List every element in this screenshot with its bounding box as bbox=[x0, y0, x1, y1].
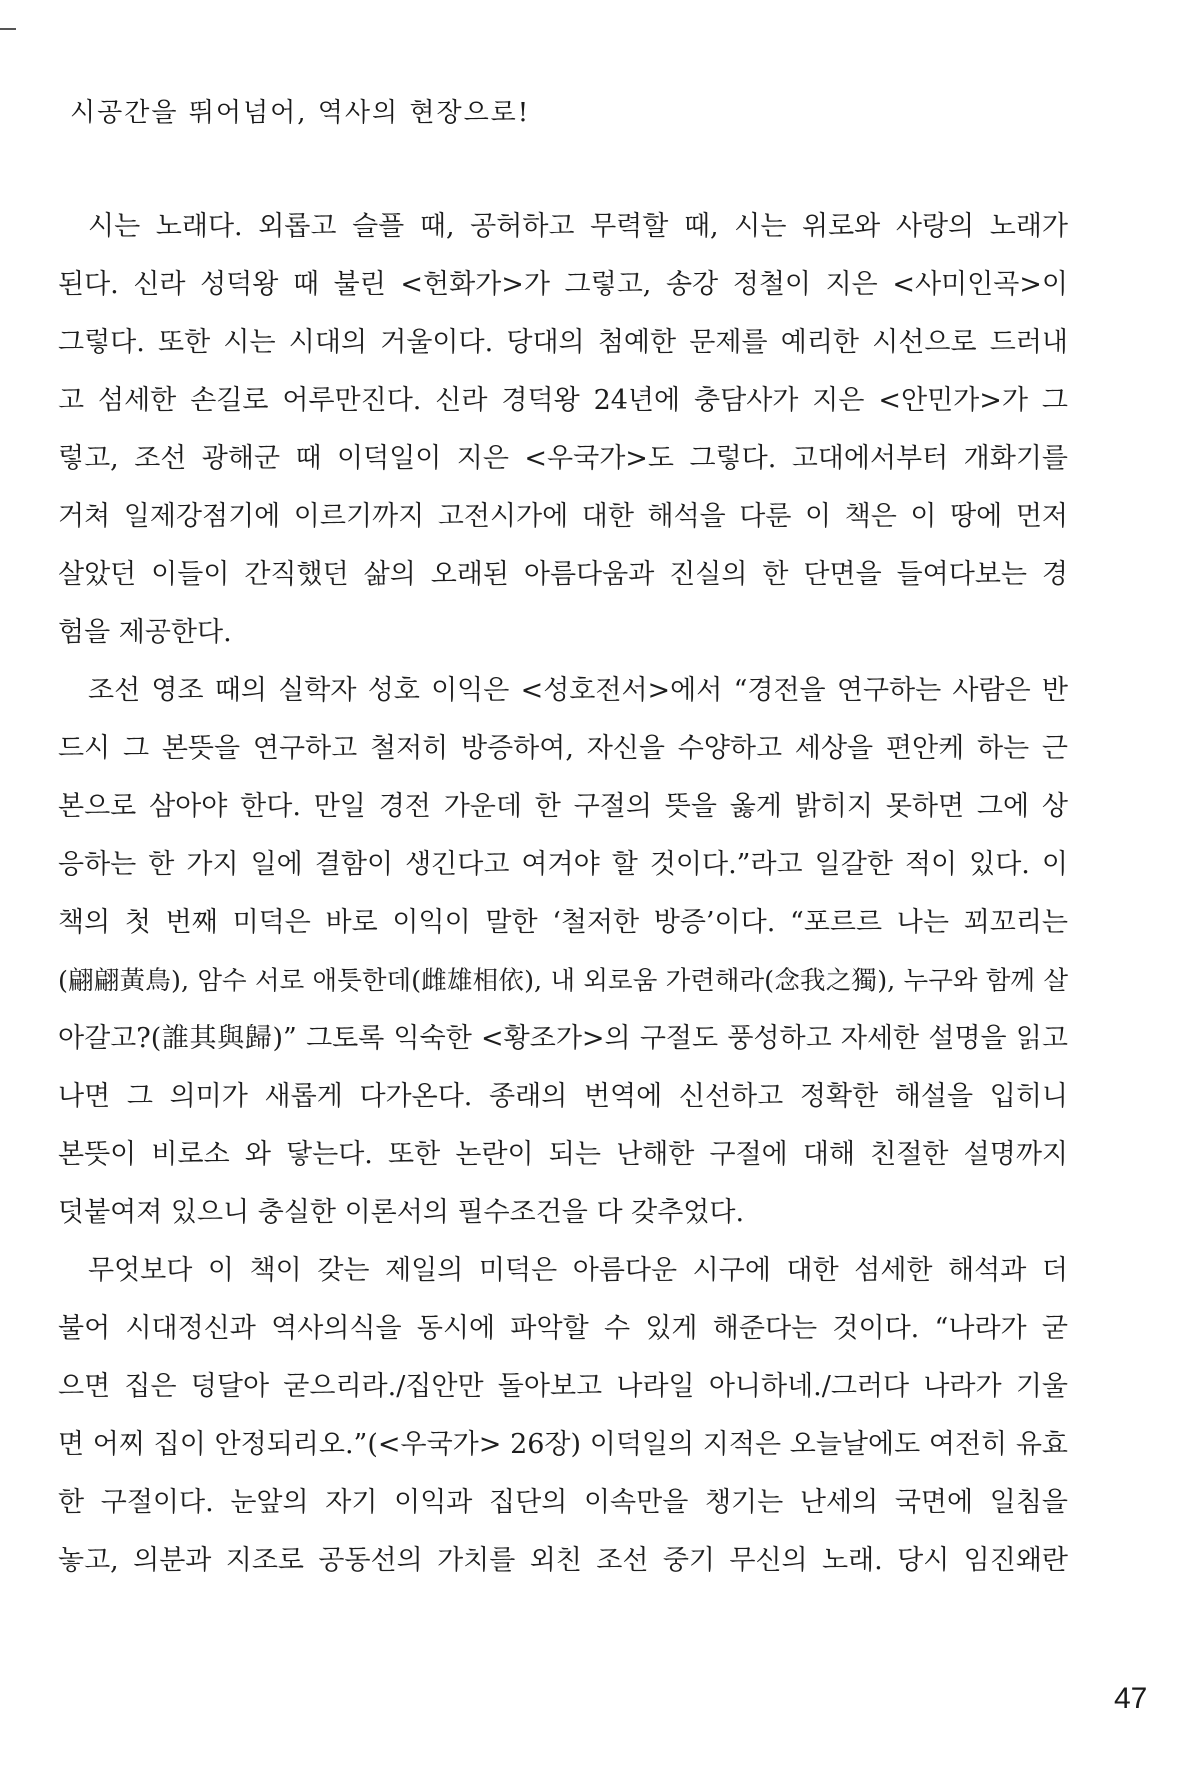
text-line: 책의 첫 번째 미덕은 바로 이익이 말한 ‘철저한 방증’이다. “포르르 나는 꾀꼬리는 bbox=[58, 907, 1068, 938]
text-line: 나면 그 의미가 새롭게 다가온다. 종래의 번역에 신선하고 정확한 해설을 입히니 bbox=[58, 1081, 1068, 1112]
text-line: 무엇보다 이 책이 갖는 제일의 미덕은 아름다운 시구에 대한 섬세한 해석과 더 bbox=[88, 1255, 1068, 1286]
text-line: 놓고, 의분과 지조로 공동선의 가치를 외친 조선 중기 무신의 노래. 당시 임진왜란 bbox=[58, 1545, 1068, 1576]
text-line: 덧붙여져 있으니 충실한 이론서의 필수조건을 다 갖추었다. bbox=[58, 1197, 745, 1228]
text-line: 된다. 신라 성덕왕 때 불린 <헌화가>가 그렇고, 송강 정철이 지은 <사미인곡>이 bbox=[58, 269, 1068, 300]
text-line: (翩翩黃鳥), 암수 서로 애틋한데(雌雄相依), 내 외로움 가련해라(念我之獨), 누구와 함께 살 bbox=[58, 966, 1068, 996]
text-line: 응하는 한 가지 일에 결함이 생긴다고 여겨야 할 것이다.”라고 일갈한 적이 있다. 이 bbox=[58, 849, 1068, 880]
text-line: 살았던 이들이 간직했던 삶의 오래된 아름다움과 진실의 한 단면을 들여다보는 경 bbox=[58, 559, 1068, 590]
page-heading: 시공간을 뛰어넘어, 역사의 현장으로! bbox=[70, 98, 531, 128]
text-line: 렇고, 조선 광해군 때 이덕일이 지은 <우국가>도 그렇다. 고대에서부터 개화기를 bbox=[58, 443, 1068, 474]
text-line: 아갈고?(誰其與歸)” 그토록 익숙한 <황조가>의 구절도 풍성하고 자세한 설명을 읽고 bbox=[58, 1023, 1069, 1054]
page-number: 47 bbox=[1114, 1682, 1148, 1715]
text-line: 본뜻이 비로소 와 닿는다. 또한 논란이 되는 난해한 구절에 대해 친절한 설명까지 bbox=[58, 1139, 1068, 1170]
text-line: 조선 영조 때의 실학자 성호 이익은 <성호전서>에서 “경전을 연구하는 사람은 반 bbox=[88, 675, 1068, 706]
text-line: 으면 집은 덩달아 굳으리라./집안만 돌아보고 나라일 아니하네./그러다 나라가 기울 bbox=[58, 1371, 1068, 1402]
text-line: 거쳐 일제강점기에 이르기까지 고전시가에 대한 해석을 다룬 이 책은 이 땅에 먼저 bbox=[58, 501, 1068, 532]
text-line: 드시 그 본뜻을 연구하고 철저히 방증하여, 자신을 수양하고 세상을 편안케 하는 근 bbox=[58, 733, 1068, 764]
text-line: 고 섬세한 손길로 어루만진다. 신라 경덕왕 24년에 충담사가 지은 <안민가>가 그 bbox=[58, 385, 1068, 416]
text-line: 한 구절이다. 눈앞의 자기 이익과 집단의 이속만을 챙기는 난세의 국면에 일침을 bbox=[58, 1487, 1068, 1518]
scan-edge-mark bbox=[0, 28, 16, 30]
text-line: 불어 시대정신과 역사의식을 동시에 파악할 수 있게 해준다는 것이다. “나라가 굳 bbox=[58, 1313, 1068, 1344]
text-line: 본으로 삼아야 한다. 만일 경전 가운데 한 구절의 뜻을 옳게 밝히지 못하면 그에 상 bbox=[58, 791, 1068, 822]
text-line: 험을 제공한다. bbox=[58, 617, 232, 648]
text-line: 시는 노래다. 외롭고 슬플 때, 공허하고 무력할 때, 시는 위로와 사랑의 노래가 bbox=[88, 211, 1068, 242]
text-line: 면 어찌 집이 안정되리오.”(<우국가> 26장) 이덕일의 지적은 오늘날에도 여전히 유효 bbox=[58, 1429, 1068, 1460]
text-line: 그렇다. 또한 시는 시대의 거울이다. 당대의 첨예한 문제를 예리한 시선으로 드러내 bbox=[58, 327, 1068, 358]
